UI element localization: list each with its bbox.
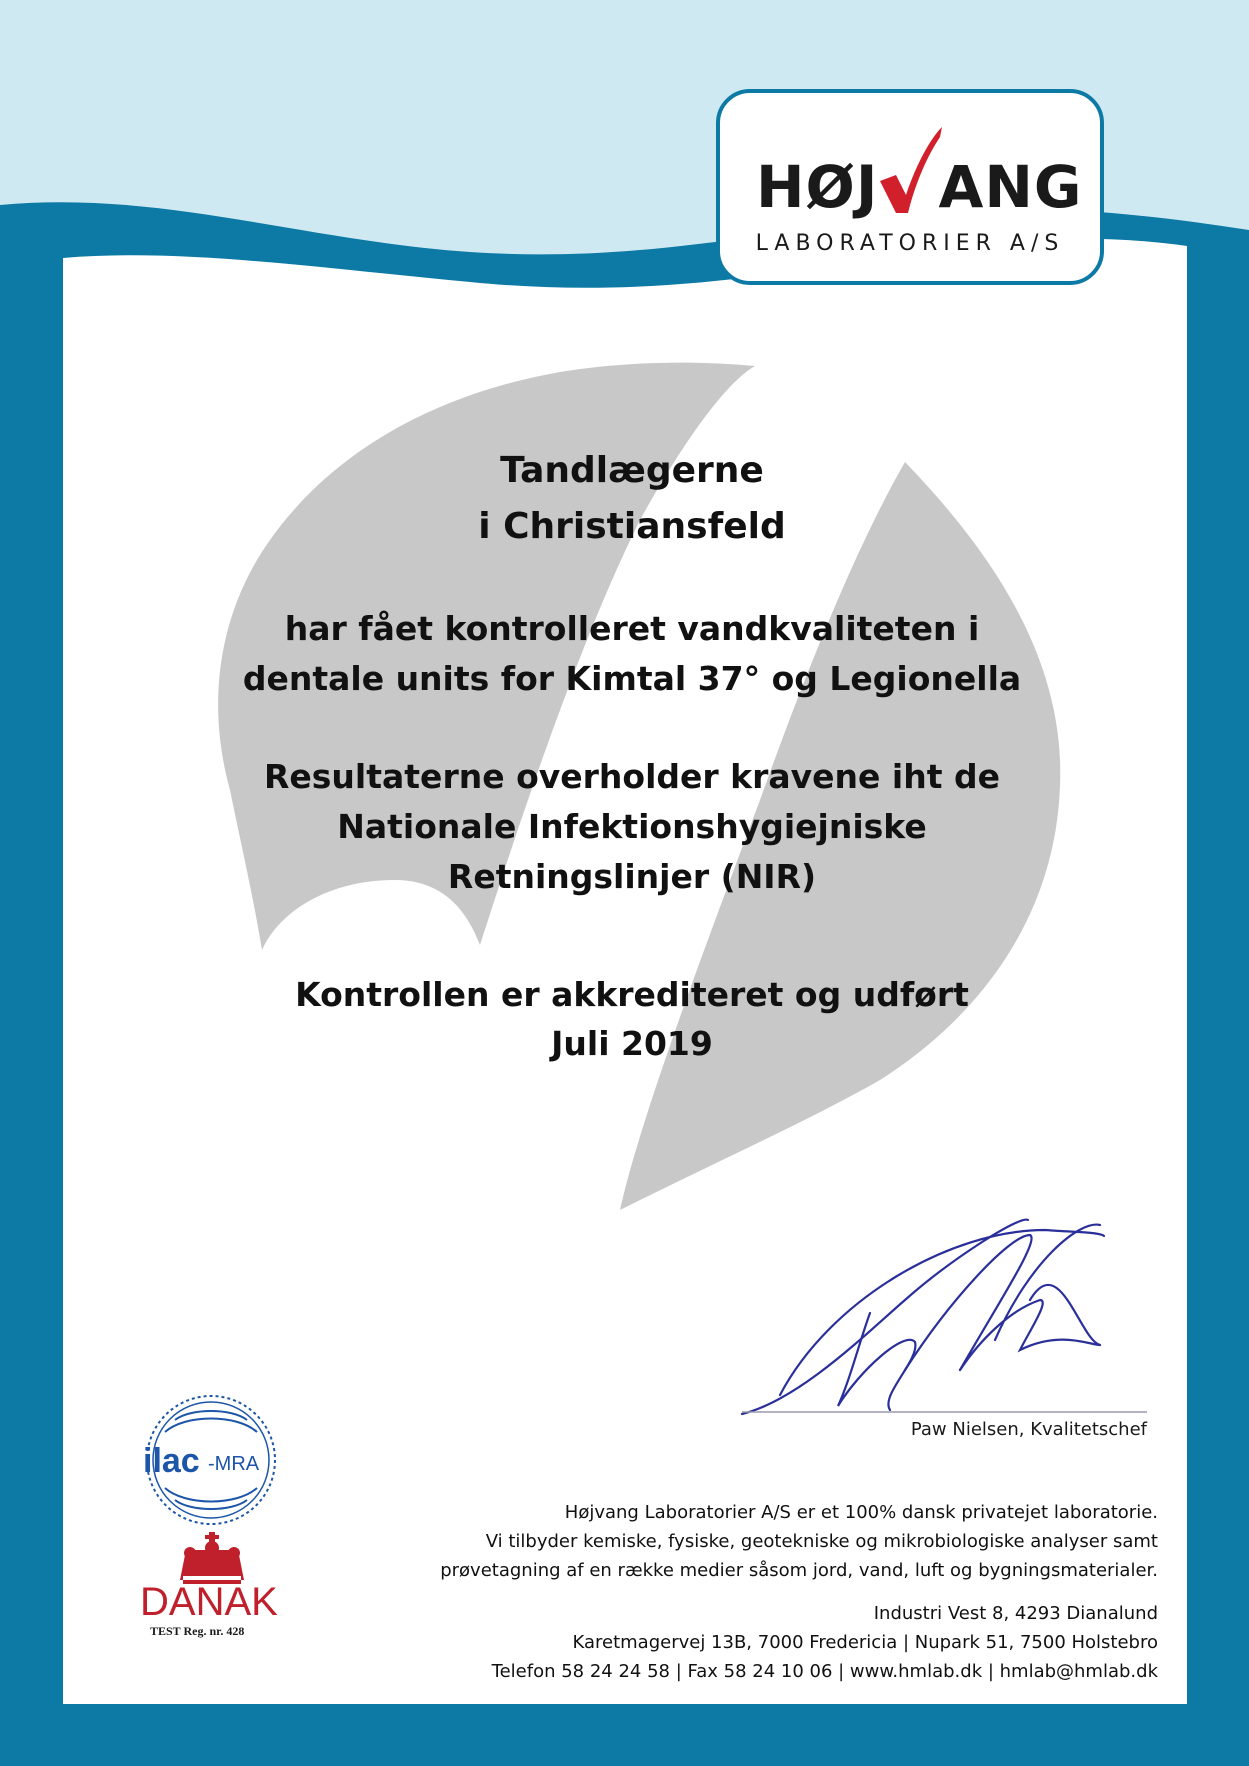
logo-wordmark <box>756 147 1082 221</box>
contact-block <box>492 1599 1158 1686</box>
logo-subtitle: LABORATORIER A/S <box>755 231 1065 256</box>
about-line-2: Vi tilbyder kemiske, fysiske, geotekniske og mikrobiologiske analyser samt <box>485 1531 1158 1552</box>
statement-line-2: dentale units for Kimtal 37° og Legionella <box>242 659 1022 698</box>
phone-line: Telefon 58 24 24 58 | Fax 58 24 10 06 | www.hmlab.dk | hmlab@hmlab.dk <box>491 1661 1158 1682</box>
about-line-3: prøvetagning af en række medier såsom jord, vand, luft og bygningsmaterialer. <box>440 1560 1158 1581</box>
result-line-1: Resultaterne overholder kravene iht de <box>264 757 1000 796</box>
about-line-1: Højvang Laboratorier A/S er et 100% dansk privatejet laboratorie. <box>564 1502 1158 1523</box>
accreditation-line: Kontrollen er akkrediteret og udført <box>295 975 969 1014</box>
signature-caption: Paw Nielsen, Kvalitetschef <box>910 1419 1147 1440</box>
statement-line-1: har fået kontrolleret vandkvaliteten i <box>284 609 980 648</box>
certificate-date: Juli 2019 <box>551 1024 713 1063</box>
result-line-2: Nationale Infektionshygiejniske <box>337 807 927 846</box>
about-block <box>440 1498 1158 1585</box>
address-line-2: Karetmagervej 13B, 7000 Fredericia | Nupark 51, 7500 Holstebro <box>572 1632 1158 1653</box>
ilac-text: ilac <box>143 1442 200 1480</box>
logo-brand-left: HØJ <box>756 153 879 221</box>
danak-wordmark: DANAK <box>140 1580 278 1624</box>
recipient-line-1: Tandlægerne <box>500 450 764 491</box>
recipient-line-2: i Christiansfeld <box>478 506 786 547</box>
checkmark-icon <box>874 123 944 223</box>
address-line-1: Industri Vest 8, 4293 Dianalund <box>873 1603 1158 1624</box>
danak-registration: TEST Reg. nr. 428 <box>150 1624 245 1638</box>
logo-brand-right: ANG <box>938 153 1083 221</box>
result-line-3: Retningslinjer (NIR) <box>447 857 817 896</box>
ilac-mra-text: -MRA <box>208 1453 260 1475</box>
hojvang-logo <box>716 89 1104 285</box>
